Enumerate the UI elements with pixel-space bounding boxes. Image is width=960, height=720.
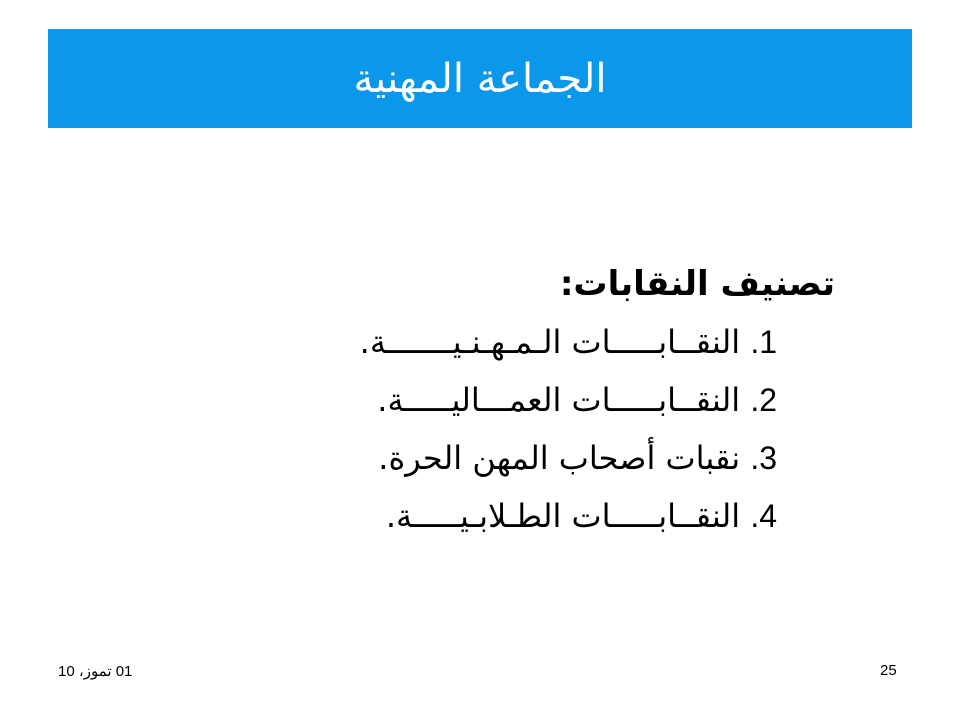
slide-title: الجماعة المهنية bbox=[353, 55, 607, 102]
footer-date: 01 تموز، 10 bbox=[58, 663, 133, 680]
union-list bbox=[250, 313, 835, 545]
list-item bbox=[250, 371, 777, 429]
title-bar bbox=[48, 29, 912, 128]
subheading: تصنيف النقابات: bbox=[559, 264, 835, 304]
list-item-text: النقــابـــــات العمـــاليـــــة. bbox=[377, 381, 741, 419]
list-item bbox=[250, 313, 777, 371]
page-number: 25 bbox=[880, 662, 897, 679]
content-area bbox=[250, 255, 835, 585]
list-item-text: نقبات أصحاب المهن الحرة. bbox=[378, 439, 741, 477]
list-item-number: 4. bbox=[750, 498, 777, 534]
list-item bbox=[250, 487, 777, 545]
list-item-number: 3. bbox=[750, 440, 777, 476]
list-item-text: النقــابـــــات الطـلابـيـــــة. bbox=[385, 497, 741, 535]
list-item-number: 1. bbox=[750, 324, 777, 360]
list-item-number: 2. bbox=[750, 382, 777, 418]
list-item bbox=[250, 429, 777, 487]
list-item-text: النقــابـــــات الـمـهـنـيـــــــة. bbox=[359, 323, 741, 361]
